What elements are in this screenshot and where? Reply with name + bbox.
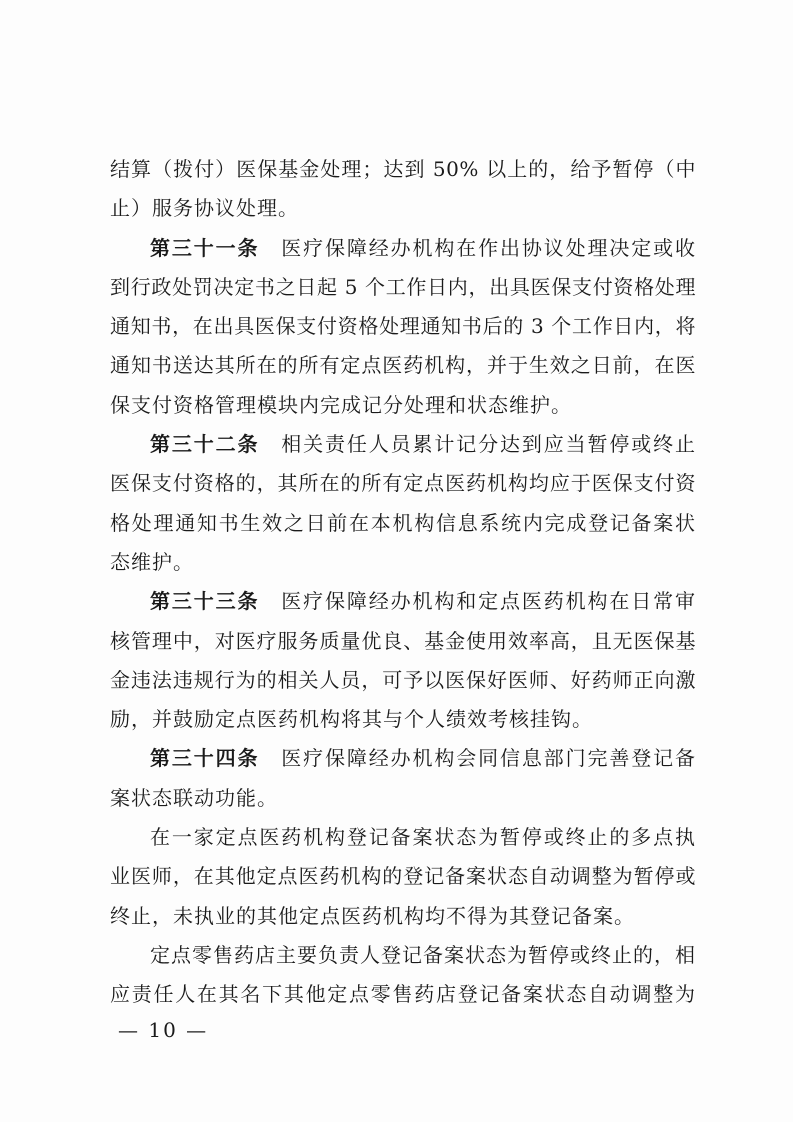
paragraph-multi-site-physician [110,818,696,936]
text-line: 结算（拨付）医保基金处理；达到 50% 以上的，给予暂停（中 [110,157,696,181]
article-31 [110,229,696,425]
text-line: 终止，未执业的其他定点医药机构均不得为其登记备案。 [110,903,635,928]
article-text: 医疗保障经办机构在作出协议处理决定或收 [281,235,696,260]
text-line [110,739,696,778]
body-text [110,150,696,1015]
text-line: 格处理通知书生效之日前在本机构信息系统内完成登记备案状 [110,510,696,535]
article-title: 第三十四条 [150,746,260,771]
text-line: 案状态联动功能。 [110,785,278,810]
text-line: 到行政处罚决定书之日起 5 个工作日内，出具医保支付资格处理 [110,274,696,299]
text-line: 励，并鼓励定点医药机构将其与个人绩效考核挂钩。 [110,707,593,732]
article-title: 第三十二条 [150,432,260,457]
text-line: 保支付资格管理模块内完成记分处理和状态维护。 [110,392,572,417]
text-line: 医保支付资格的，其所在的所有定点医药机构均应于医保支付资 [110,471,696,496]
text-line: 定点零售药店主要负责人登记备案状态为暂停或终止的，相 [150,942,696,967]
article-34 [110,739,696,818]
article-title: 第三十一条 [150,235,260,260]
article-text: 相关责任人员累计记分达到应当暂停或终止 [281,432,696,457]
paragraph-retail-pharmacy [110,936,696,1015]
text-line: 态维护。 [110,549,194,574]
article-33 [110,582,696,739]
text-line: 金违法违规行为的相关人员，可予以医保好医师、好药师正向激 [110,667,696,692]
article-text: 医疗保障经办机构会同信息部门完善登记备 [281,746,696,771]
page-number: — 10 — [118,1018,209,1042]
article-title: 第三十三条 [150,589,260,614]
text-line: 应责任人在其名下其他定点零售药店登记备案状态自动调整为 [110,982,696,1007]
text-line: 通知书，在出具医保支付资格处理通知书后的 3 个工作日内，将 [110,314,696,339]
text-line: 在一家定点医药机构登记备案状态为暂停或终止的多点执 [150,825,696,850]
text-line: 业医师，在其他定点医药机构的登记备案状态自动调整为暂停或 [110,864,696,889]
text-line [110,425,696,464]
text-line [110,229,696,268]
text-line: 核管理中，对医疗服务质量优良、基金使用效率高，且无医保基 [110,628,696,653]
article-32 [110,425,696,582]
paragraph-continuation [110,150,696,229]
text-line [110,582,696,621]
text-line: 通知书送达其所在的所有定点医药机构，并于生效之日前，在医 [110,353,696,378]
text-line: 止）服务协议处理。 [110,196,299,221]
article-text: 医疗保障经办机构和定点医药机构在日常审 [281,589,696,614]
